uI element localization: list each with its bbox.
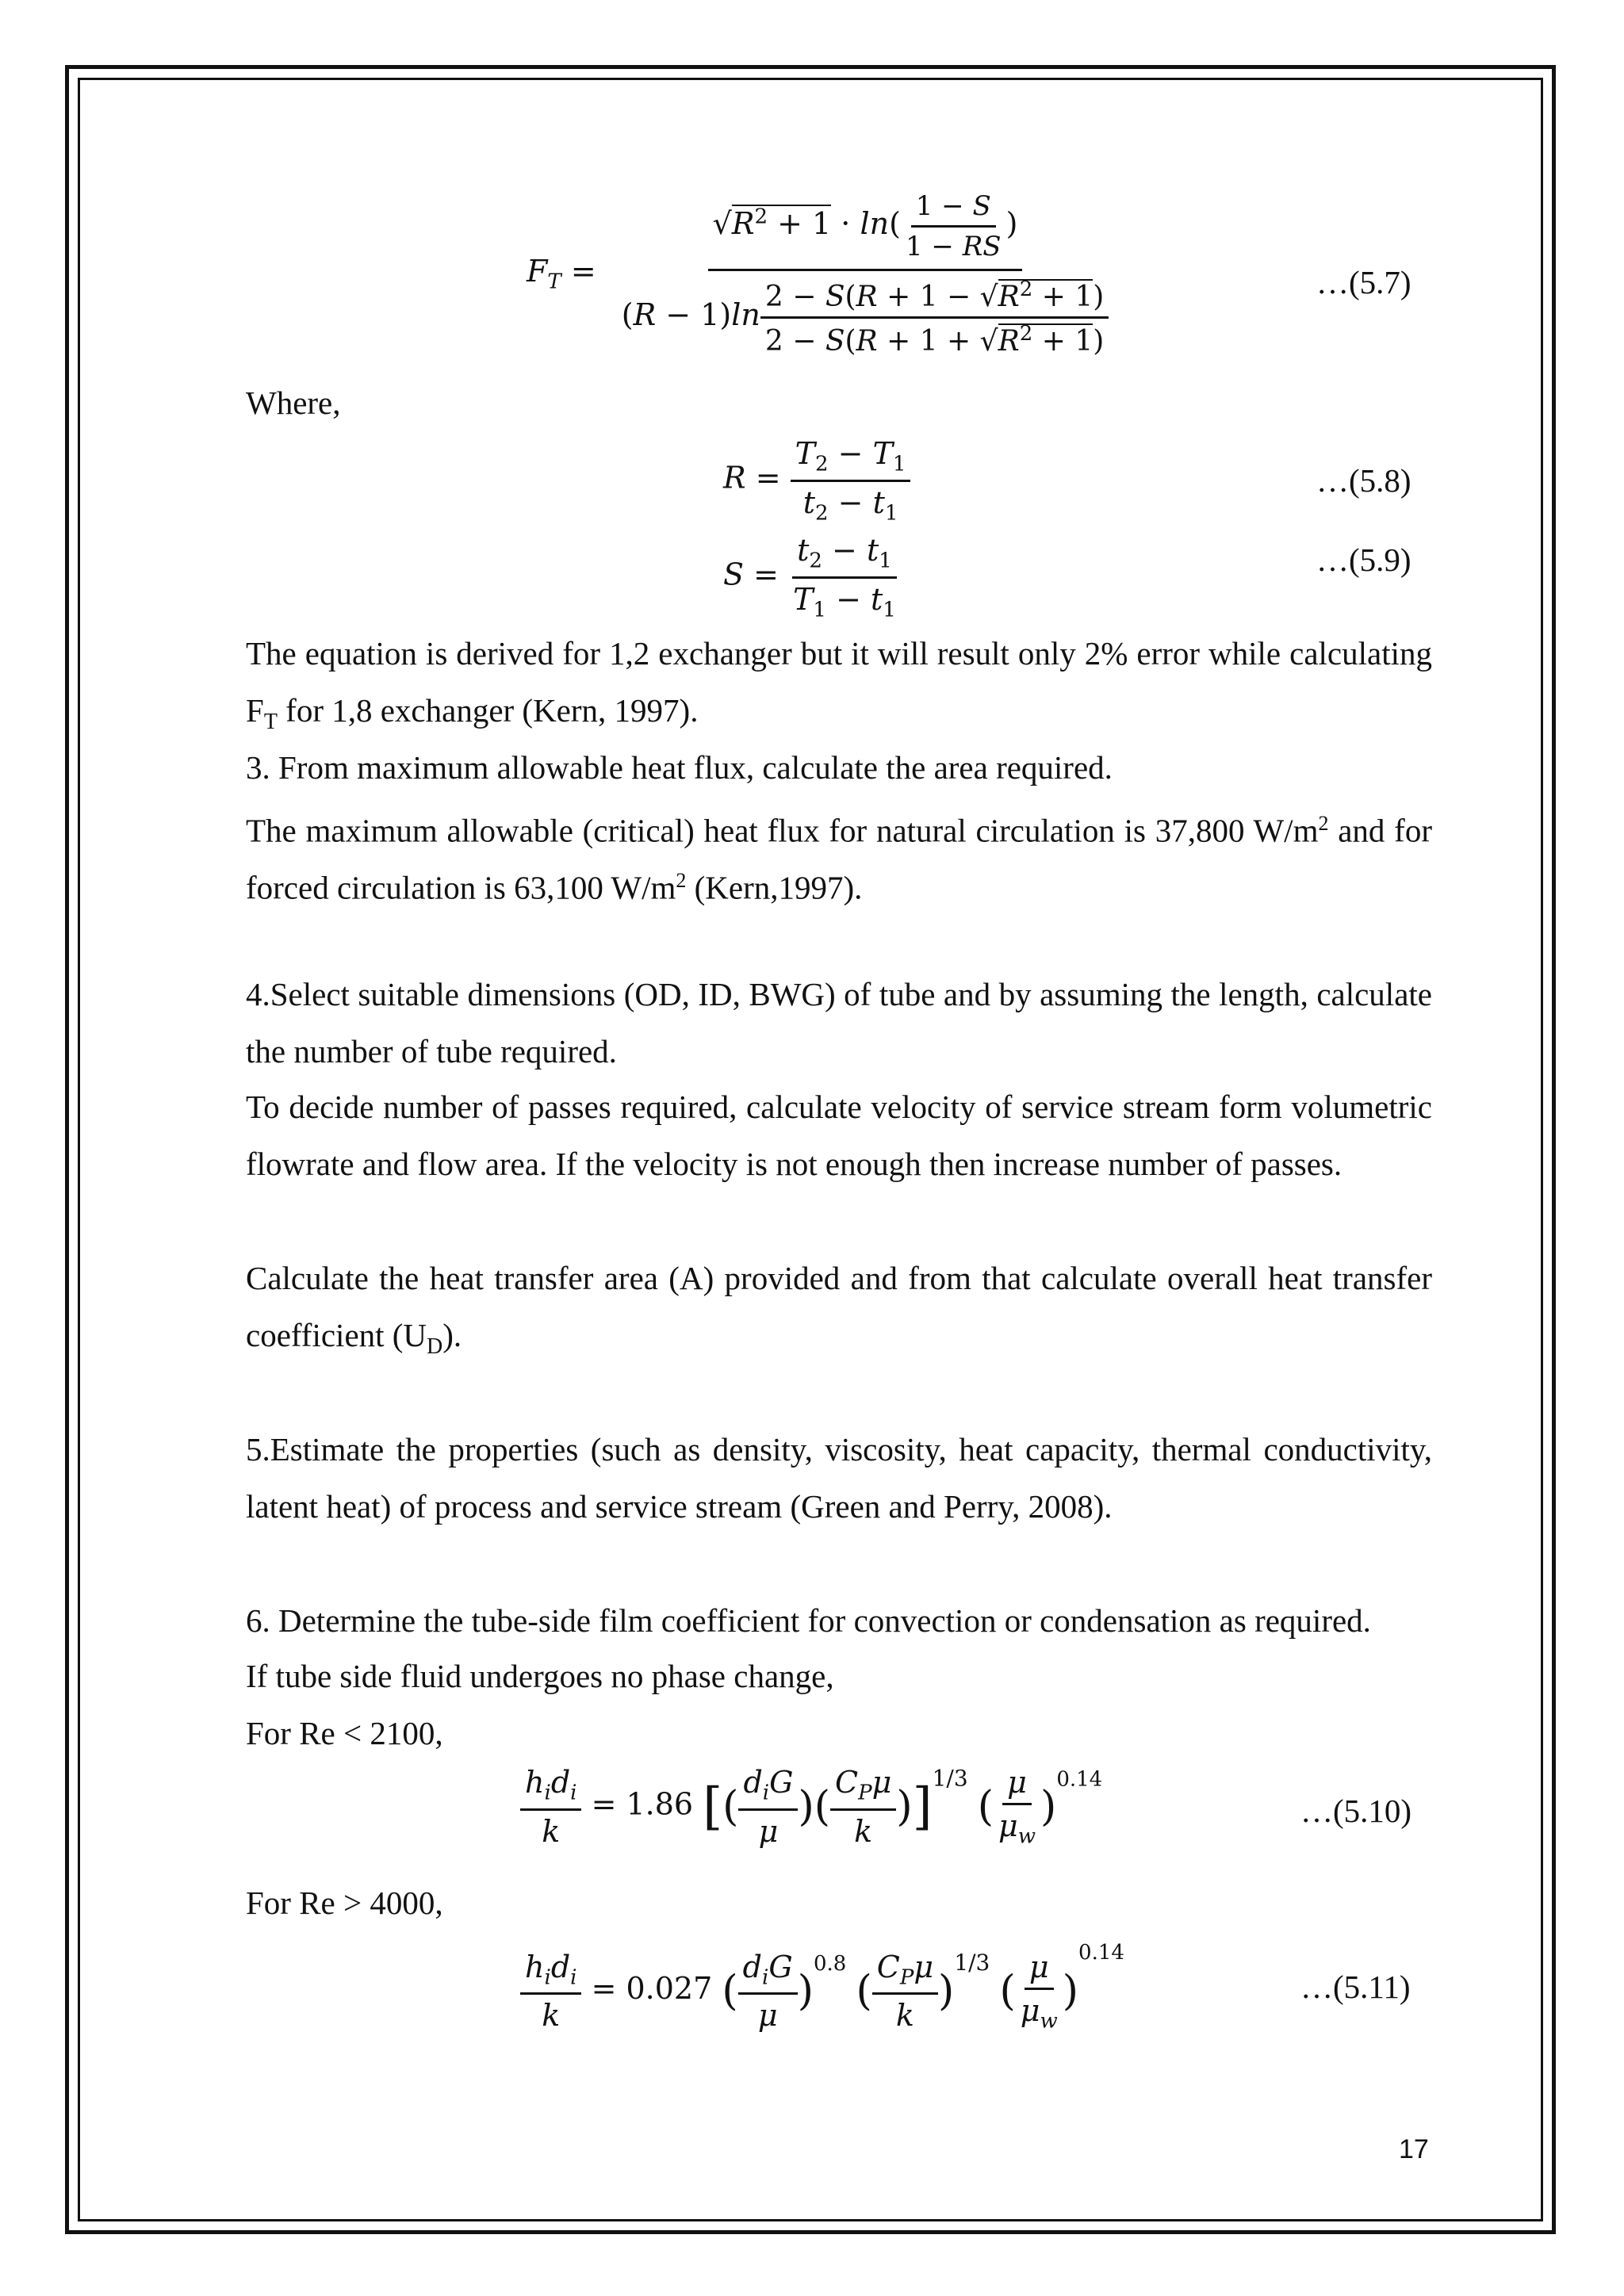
equation-5-10: $\frac{h_id_i}{k}$ = 1.86 [( $\frac{d_iG}{\mu}$ )( $\frac{C_P\mu}{k}$ )]$^{1/3}$ ( $\frac{\mu}{\mu_w}$ )$^{0.14}$ bbox=[520, 1765, 1102, 1849]
equation-number-5-9: …(5.9) bbox=[1316, 541, 1411, 578]
passes-line2: flowrate and flow area. If the velocity is not enough then increase number of passes. bbox=[246, 1146, 1342, 1182]
flux-line1-tail: and for bbox=[1328, 812, 1432, 849]
equation-number-5-10: …(5.10) bbox=[1300, 1793, 1412, 1829]
flux-line2 bbox=[246, 864, 862, 905]
equation-5-7: $F_T$ = $√R^2 + 1 \cdot \ln$( $\frac{1 - S}{1 - RS}$ ) (R − 1)ln $\frac{2 - S(R + 1 - √R^2 + 1)}{2 - S(R + 1 + √R^2 + 1)}$ bbox=[527, 190, 1113, 358]
equation-5-11: $\frac{h_id_i}{k}$ = 0.027 ( $\frac{d_iG}{\mu}$ )$^{0.8}$ ( $\frac{C_P\mu}{k}$ )$^{1/3}$ ( $\frac{\mu}{\mu_w}$ )$^{0.14}$ bbox=[520, 1941, 1124, 2033]
area-line2-text: coefficient (U bbox=[246, 1317, 427, 1353]
re-high-label: For Re > 4000, bbox=[246, 1885, 443, 1921]
ft-symbol: F bbox=[246, 692, 264, 729]
equation-number-5-11: …(5.11) bbox=[1300, 1969, 1411, 2005]
ud-subscript: D bbox=[427, 1334, 443, 1360]
flux-line2-tail: (Kern,1997). bbox=[686, 869, 863, 906]
step-4-line1: 4.Select suitable dimensions (OD, ID, BWG) of tube and by assuming the length, calculate bbox=[246, 976, 1432, 1012]
flux-line2-sup: 2 bbox=[676, 869, 687, 892]
step-5-line1: 5.Estimate the properties (such as density, viscosity, heat capacity, thermal conductivity, bbox=[246, 1431, 1432, 1468]
no-phase-change: If tube side fluid undergoes no phase change, bbox=[246, 1658, 834, 1694]
equation-number-5-7: …(5.7) bbox=[1316, 264, 1411, 300]
passes-line1: To decide number of passes required, calculate velocity of service stream form volumetric bbox=[246, 1089, 1432, 1125]
ft-rest: for 1,8 exchanger (Kern, 1997). bbox=[277, 692, 699, 729]
step-5-line2: latent heat) of process and service stream (Green and Perry, 2008). bbox=[246, 1488, 1113, 1525]
area-line1: Calculate the heat transfer area (A) provided and from that calculate overall heat transfer bbox=[246, 1260, 1432, 1296]
step-4-line2: the number of tube required. bbox=[246, 1033, 617, 1070]
flux-line1 bbox=[246, 807, 1432, 848]
ft-subscript: T bbox=[263, 710, 278, 735]
equation-number-5-8: …(5.8) bbox=[1316, 462, 1411, 499]
flux-line1-sup: 2 bbox=[1318, 812, 1329, 835]
re-low-label: For Re < 2100, bbox=[246, 1715, 443, 1751]
flux-line1-text: The maximum allowable (critical) heat flux for natural circulation is 37,800 W/m bbox=[246, 812, 1319, 849]
area-line2-tail: ). bbox=[442, 1317, 462, 1353]
equation-5-8: R = $\frac{T_2 - T_1}{t_2 - t_1}$ bbox=[723, 436, 910, 525]
where-label: Where, bbox=[246, 385, 341, 421]
equation-5-9: S = $\frac{t_2 - t_1}{T_1 - t_1}$ bbox=[723, 533, 896, 622]
area-line2 bbox=[246, 1319, 462, 1363]
step-3: 3. From maximum allowable heat flux, calculate the area required. bbox=[246, 749, 1113, 786]
paragraph-derivation-line2 bbox=[246, 692, 699, 738]
step-6: 6. Determine the tube-side film coefficient for convection or condensation as required. bbox=[246, 1602, 1371, 1639]
flux-line2-text: forced circulation is 63,100 W/m bbox=[246, 869, 676, 906]
paragraph-derivation-line1: The equation is derived for 1,2 exchanger but it will result only 2% error while calculating bbox=[246, 635, 1432, 672]
page-number: 17 bbox=[1399, 2134, 1429, 2164]
